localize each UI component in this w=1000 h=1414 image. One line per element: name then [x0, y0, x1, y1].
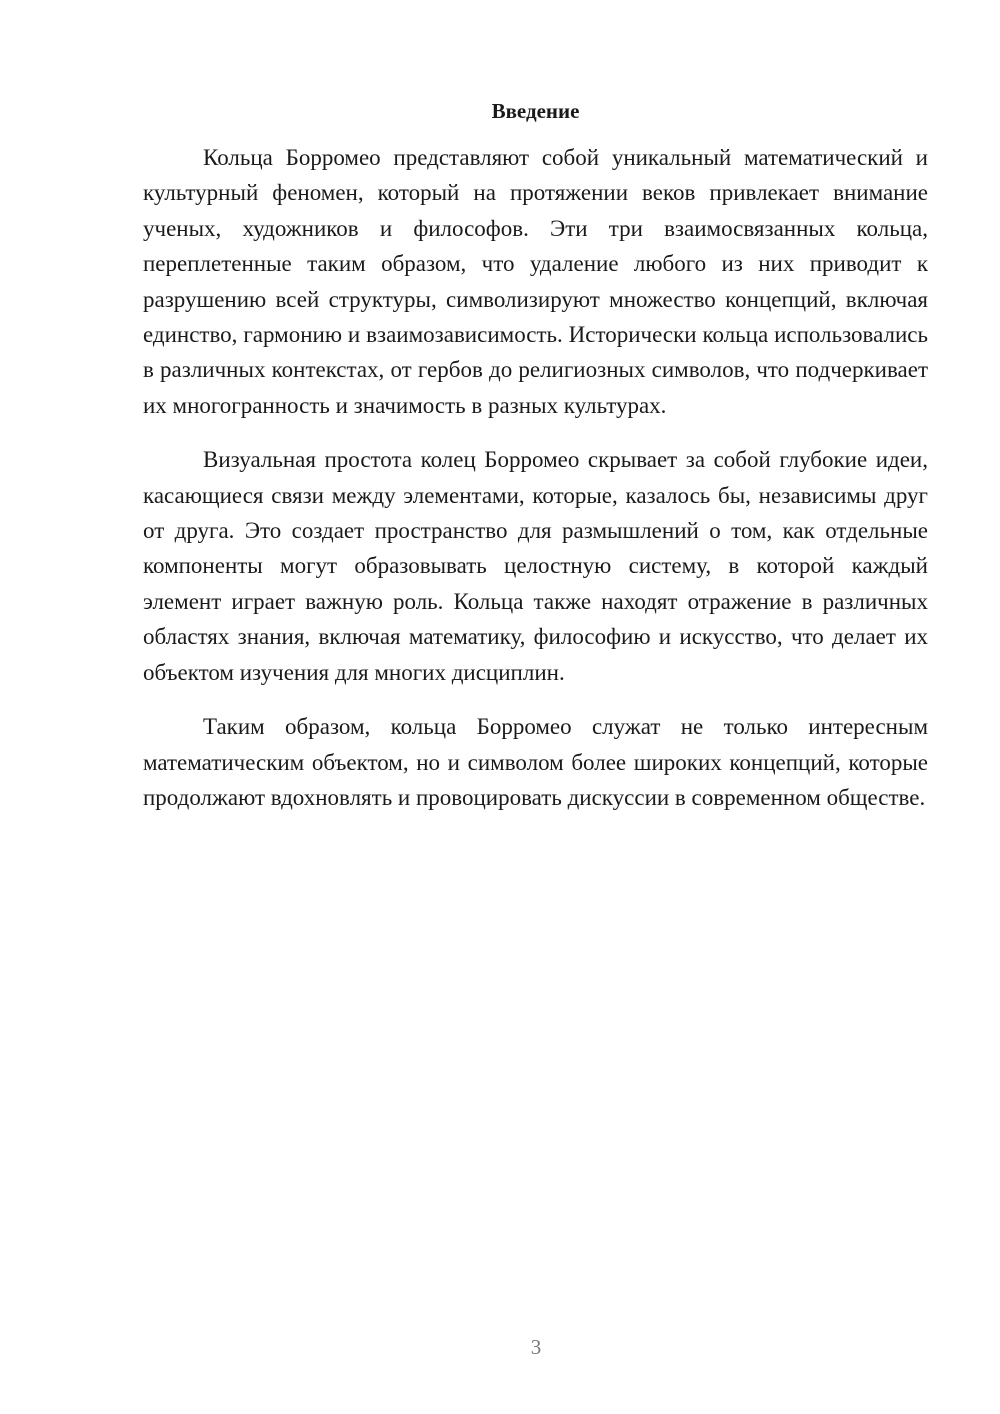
section-title: Введение	[491, 99, 580, 123]
paragraph-1: Кольца Борромео представляют собой уникальный математический и культурный феномен, который на протяжении веков привлекает внимание ученых, художников и философов. Эти три взаимосвязанных кольца, переплетенные таким образом, что удаление любого из них приводит к разрушению всей структуры, символизируют множество концепций, включая единство, гармонию и взаимозависимость. Исторически кольца использовались в различных контекстах, от гербов до религиозных символов, что подчеркивает их многогранность и значимость в разных культурах.	[143, 145, 928, 418]
paragraph-3: Таким образом, кольца Борромео служат не только интересным математическим объектом, но и символом более широких концепций, которые продолжают вдохновлять и провоцировать дискуссии в современном обществе.	[143, 714, 928, 810]
document-page	[143, 96, 928, 834]
paragraph-2: Визуальная простота колец Борромео скрывает за собой глубокие идеи, касающиеся связи между элементами, которые, казалось бы, независимы друг от друга. Это создает пространство для размышлений о том, как отдельные компоненты могут образовывать целостную систему, в которой каждый элемент играет важную роль. Кольца также находят отражение в различных областях знания, включая математику, философию и искусство, что делает их объектом изучения для многих дисциплин.	[143, 447, 928, 685]
page-number: 3	[530, 1335, 542, 1359]
